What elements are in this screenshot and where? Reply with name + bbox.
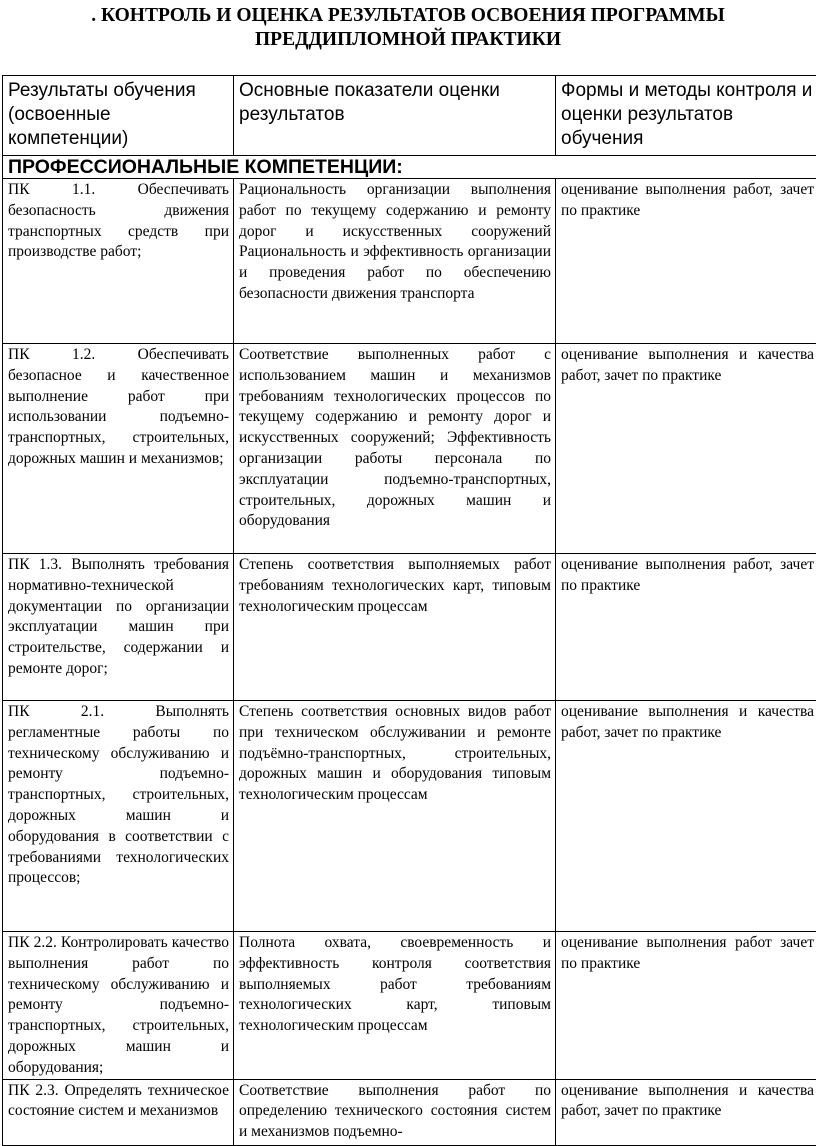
document-title [0,4,816,52]
indicators-cell: Рациональность организации выполнения работ по текущему содержанию и ремонту дорог и искусственных сооружений Рациональность и эффективность организации и проведения работ по обеспечению безопасности движения транспорта [234,179,556,344]
title-line-1: . КОНТРОЛЬ И ОЦЕНКА РЕЗУЛЬТАТОВ ОСВОЕНИЯ ПРОГРАММЫ [91,5,725,26]
methods-cell: оценивание выполнения работ, зачет по практике [556,554,816,701]
competence-cell: ПК 1.2. Обеспечивать безопасное и качественное выполнение работ при использовании подъемно-транспортных, строительных, дорожных машин и механизмов; [3,344,234,554]
indicators-cell: Степень соответствия выполняемых работ требованиям технологических карт, типовым технологическим процессам [234,554,556,701]
title-line-2: ПРЕДДИПЛОМНОЙ ПРАКТИКИ [254,29,562,50]
table-row [3,932,816,1080]
section-title: ПРОФЕССИОНАЛЬНЫЕ КОМПЕТЕНЦИИ: [3,156,816,179]
header-indicators: Основные показатели оценки результатов [234,76,556,156]
indicators-cell: Полнота охвата, своевременность и эффективность контроля соответствия выполняемых работ требованиям технологических карт, типовым технологическим процессам [234,932,556,1080]
assessment-table [2,75,816,1146]
header-row [3,76,816,156]
methods-cell: оценивание выполнения работ зачет по практике [556,932,816,1080]
competence-cell: ПК 2.3. Определять техническое состояние систем и механизмов [3,1079,234,1145]
competence-cell: ПК 1.3. Выполнять требования нормативно-технической документации по организации эксплуатации машин при строительстве, содержании и ремонте дорог; [3,554,234,701]
table-row [3,1079,816,1145]
header-methods: Формы и методы контроля и оценки результатов обучения [556,76,816,156]
methods-cell: оценивание выполнения работ, зачет по практике [556,179,816,344]
indicators-cell: Соответствие выполнения работ по определению технического состояния систем и механизмов подъемно- [234,1079,556,1145]
indicators-cell: Степень соответствия основных видов работ при техническом обслуживании и ремонте подъёмно-транспортных, строительных, дорожных машин и оборудования типовым технологическим процессам [234,701,556,932]
competence-cell: ПК 2.1. Выполнять регламентные работы по техническому обслуживанию и ремонту подъемно-транспортных, строительных, дорожных машин и оборудования в соответствии с требованиями технологических процессов; [3,701,234,932]
methods-cell: оценивание выполнения и качества работ, зачет по практике [556,701,816,932]
methods-cell: оценивание выполнения и качества работ, зачет по практике [556,344,816,554]
competence-cell: ПК 2.2. Контролировать качество выполнения работ по техническому обслуживанию и ремонту подъемно-транспортных, строительных, дорожных машин и оборудования; [3,932,234,1080]
methods-cell: оценивание выполнения и качества работ, зачет по практике [556,1079,816,1145]
table-row [3,701,816,932]
header-results: Результаты обучения (освоенные компетенции) [3,76,234,156]
table-row [3,179,816,344]
section-row [3,156,816,179]
indicators-cell: Соответствие выполненных работ с использованием машин и механизмов требованиям технологических процессов по текущему содержанию и ремонту дорог и искусственных сооружений; Эффективность организации работы персонала по эксплуатации подъемно-транспортных, строительных, дорожных машин и оборудования [234,344,556,554]
competence-cell: ПК 1.1. Обеспечивать безопасность движения транспортных средств при производстве работ; [3,179,234,344]
table-row [3,344,816,554]
table-row [3,554,816,701]
